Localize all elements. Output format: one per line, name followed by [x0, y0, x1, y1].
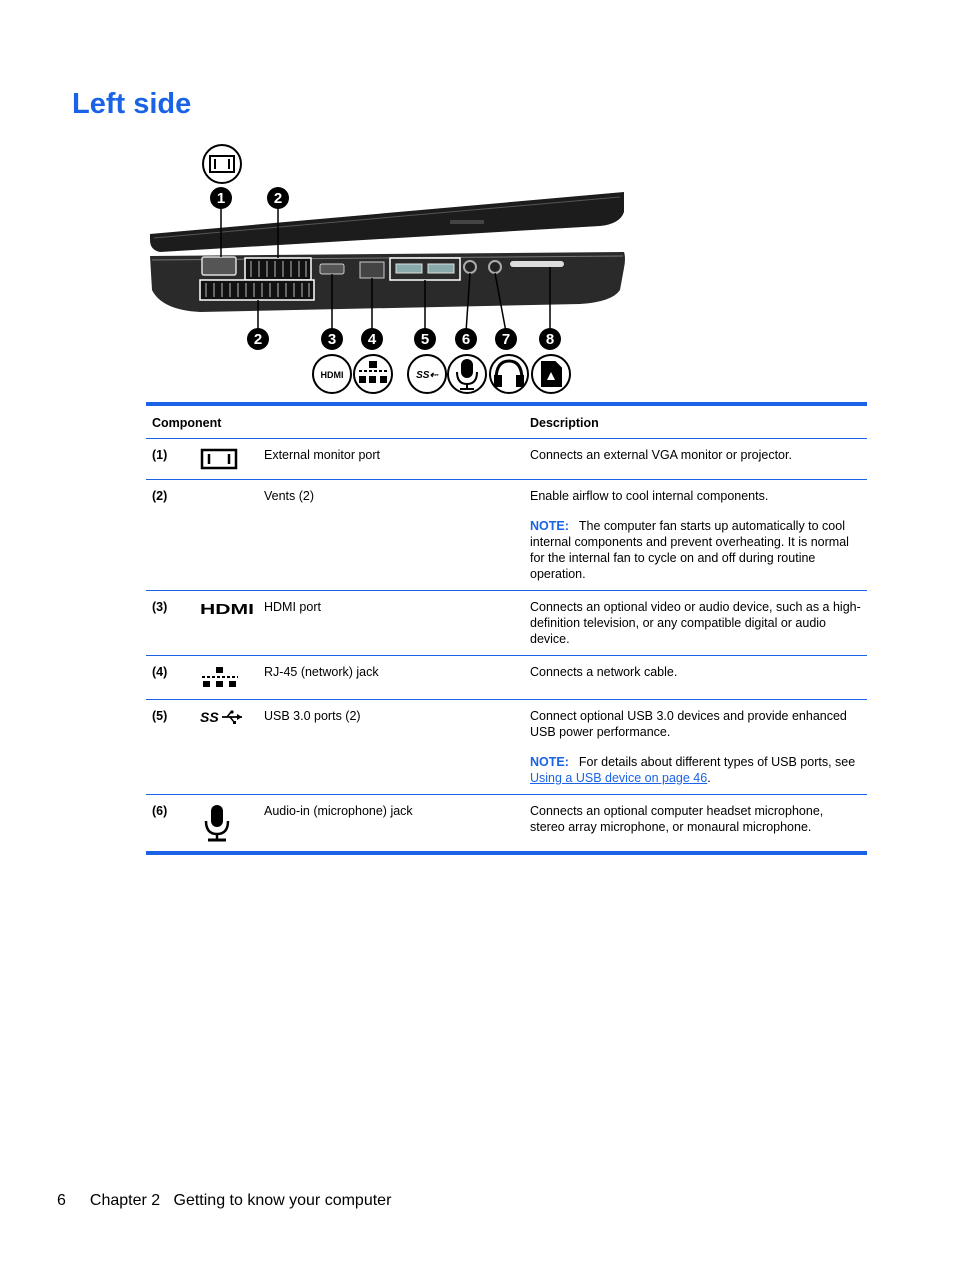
component-name: RJ-45 (network) jack: [258, 656, 524, 700]
component-name: HDMI port: [258, 591, 524, 656]
component-name: Audio-in (microphone) jack: [258, 795, 524, 854]
component-description: [524, 591, 867, 656]
note-end: .: [707, 771, 711, 785]
note-label: NOTE:: [530, 519, 569, 533]
headphone-icon: [490, 355, 528, 393]
page-title: Left side: [72, 88, 192, 120]
table-row: [146, 700, 867, 795]
usb-device-link[interactable]: Using a USB device on page 46: [530, 771, 708, 785]
svg-text:SS⇠: SS⇠: [416, 370, 438, 381]
component-description: [524, 795, 867, 854]
page-number: 6: [57, 1192, 66, 1209]
callout-2-bottom: 2: [253, 331, 263, 348]
callout-1: 1: [216, 190, 226, 207]
description-text: Enable airflow to cool internal components.: [530, 489, 769, 503]
table-row: [146, 439, 867, 480]
laptop-left-side-figure: [140, 140, 640, 400]
vga-monitor-icon: [196, 439, 258, 480]
row-icon-empty: [196, 480, 258, 591]
description-text: Connect optional USB 3.0 devices and provide enhanced USB power performance.: [530, 709, 847, 739]
microphone-icon: [448, 355, 486, 393]
row-number: (5): [146, 700, 196, 795]
component-name: Vents (2): [258, 480, 524, 591]
svg-text:HDMI: HDMI: [320, 370, 344, 380]
description-text: Connects a network cable.: [530, 665, 678, 679]
callout-5: 5: [420, 331, 430, 348]
page-footer: [57, 1192, 391, 1210]
note: [530, 754, 861, 786]
callout-6: 6: [461, 331, 471, 348]
table-header-row: [146, 404, 867, 439]
microphone-icon: [196, 795, 258, 854]
description-text: Connects an optional video or audio device, such as a high-definition television, or any compatible digital or audio device.: [530, 600, 861, 646]
callout-3: 3: [327, 331, 337, 348]
table-row: [146, 795, 867, 854]
table-row: [146, 656, 867, 700]
callout-4: 4: [367, 331, 377, 348]
description-text: Connects an optional computer headset microphone, stereo array microphone, or monaural microphone.: [530, 804, 824, 834]
component-name: USB 3.0 ports (2): [258, 700, 524, 795]
laptop-illustration: [140, 140, 640, 400]
hdmi-icon: [196, 591, 258, 656]
note: [530, 518, 861, 582]
component-description: [524, 480, 867, 591]
component-description: [524, 439, 867, 480]
column-header-description: Description: [524, 404, 867, 439]
memory-card-icon: [532, 355, 570, 393]
row-number: (3): [146, 591, 196, 656]
component-name: External monitor port: [258, 439, 524, 480]
callout-2-top: 2: [273, 190, 283, 207]
callout-8: 8: [545, 331, 555, 348]
row-number: (4): [146, 656, 196, 700]
note-label: NOTE:: [530, 755, 569, 769]
svg-text:HDMI: HDMI: [200, 601, 254, 617]
description-text: Connects an external VGA monitor or projector.: [530, 448, 792, 462]
network-icon: [196, 656, 258, 700]
row-number: (1): [146, 439, 196, 480]
table-row: [146, 591, 867, 656]
callout-7: 7: [501, 331, 511, 348]
row-number: (6): [146, 795, 196, 854]
chapter-title: Chapter 2 Getting to know your computer: [89, 1192, 392, 1209]
note-text: The computer fan starts up automatically to cool internal components and prevent overheating. It is normal for the internal fan to cycle on and off during routine operation.: [530, 519, 849, 581]
column-header-component: Component: [146, 404, 524, 439]
note-text: For details about different types of USB ports, see: [578, 755, 856, 769]
component-description: [524, 656, 867, 700]
row-number: (2): [146, 480, 196, 591]
svg-text:SS: SS: [200, 709, 219, 725]
usb3-icon: [196, 700, 258, 795]
network-icon: [354, 355, 392, 393]
components-table-wrapper: [146, 402, 867, 855]
components-table: [146, 402, 867, 855]
component-description: [524, 700, 867, 795]
table-row: [146, 480, 867, 591]
